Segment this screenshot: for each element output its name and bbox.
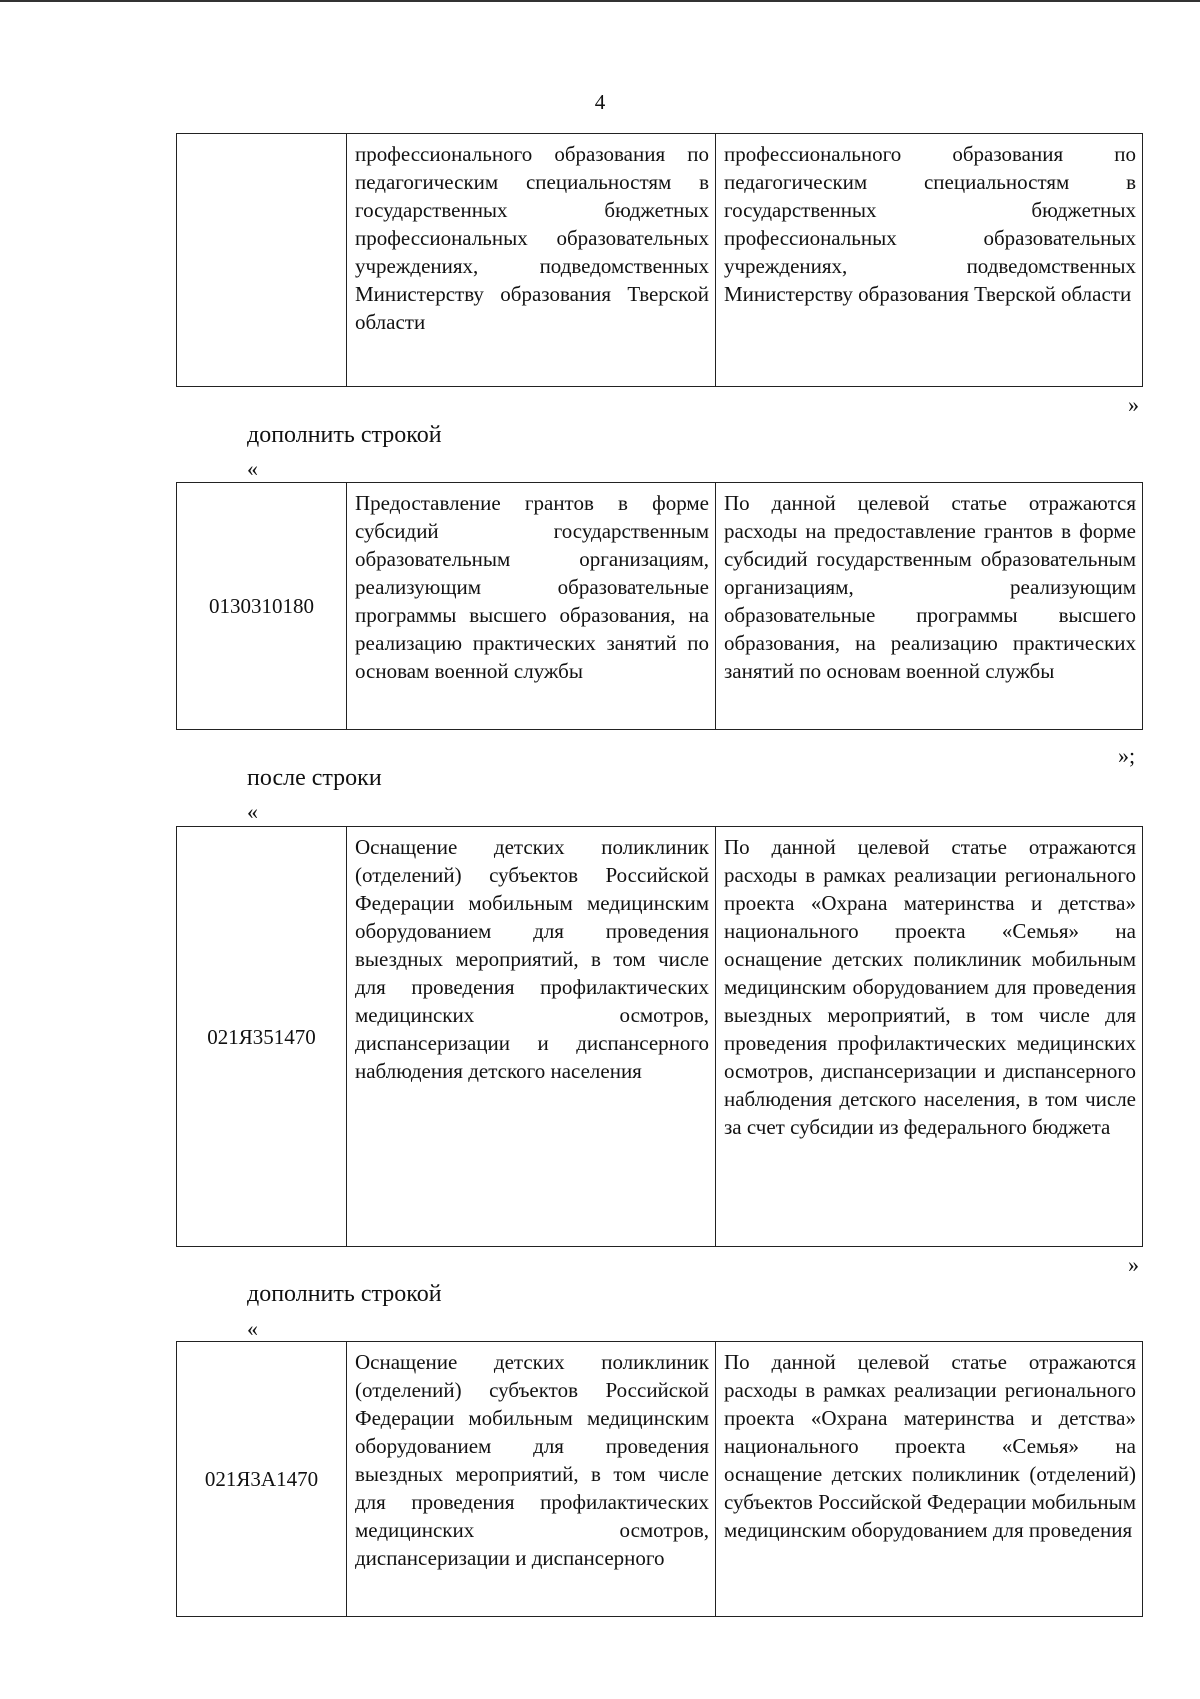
instruction-text: после строки xyxy=(247,765,382,791)
closing-quote: »; xyxy=(1118,743,1136,768)
name-cell: Предоставление грантов в форме субсидий государственным образовательным организациям, реализующим образовательные программы высшего образования, на реализацию практических занятий по основам военной службы xyxy=(347,483,716,730)
table-section-1 xyxy=(176,133,1143,387)
closing-quote: » xyxy=(1128,392,1139,417)
code-cell: 021Я3А1470 xyxy=(177,1342,347,1617)
opening-quote: « xyxy=(247,456,258,481)
table-section-3 xyxy=(176,826,1143,1247)
opening-quote: « xyxy=(247,1316,258,1341)
opening-quote: « xyxy=(247,799,258,824)
code-cell: 021Я351470 xyxy=(177,827,347,1247)
table-row xyxy=(177,483,1143,730)
table-section-2 xyxy=(176,482,1143,730)
description-cell: По данной целевой статье отражаются расходы на предоставление грантов в форме субсидий государственным образовательным организациям, реализующим образовательные программы высшего образования, на реализацию практических занятий по основам военной службы xyxy=(716,483,1143,730)
description-cell: профессионального образования по педагогическим специальностям в государственных бюджетных профессиональных образовательных учреждениях, подведомственных Министерству образования Тверской области xyxy=(716,134,1143,387)
table-row xyxy=(177,1342,1143,1617)
instruction-text: дополнить строкой xyxy=(247,422,442,448)
name-cell: Оснащение детских поликлиник (отделений) субъектов Российской Федерации мобильным медицинским оборудованием для проведения выездных мероприятий, в том числе для проведения профилактических медицинских осмотров, диспансеризации и диспансерного xyxy=(347,1342,716,1617)
name-cell: профессионального образования по педагогическим специальностям в государственных бюджетных профессиональных образовательных учреждениях, подведомственных Министерству образования Тверской области xyxy=(347,134,716,387)
table-row xyxy=(177,134,1143,387)
name-cell: Оснащение детских поликлиник (отделений) субъектов Российской Федерации мобильным медицинским оборудованием для проведения выездных мероприятий, в том числе для проведения профилактических медицинских осмотров, диспансеризации и диспансерного наблюдения детского населения xyxy=(347,827,716,1247)
page-number: 4 xyxy=(594,90,606,114)
table-row xyxy=(177,827,1143,1247)
table-section-4 xyxy=(176,1341,1143,1617)
description-cell: По данной целевой статье отражаются расходы в рамках реализации регионального проекта «Охрана материнства и детства» национального проекта «Семья» на оснащение детских поликлиник (отделений) субъектов Российской Федерации мобильным медицинским оборудованием для проведения xyxy=(716,1342,1143,1617)
closing-quote: » xyxy=(1128,1252,1139,1277)
code-cell: 0130310180 xyxy=(177,483,347,730)
instruction-text: дополнить строкой xyxy=(247,1281,442,1307)
code-cell xyxy=(177,134,347,387)
top-border xyxy=(0,0,1200,2)
description-cell: По данной целевой статье отражаются расходы в рамках реализации регионального проекта «Охрана материнства и детства» национального проекта «Семья» на оснащение детских поликлиник мобильным медицинским оборудованием для проведения выездных мероприятий, в том числе для проведения профилактических медицинских осмотров, диспансеризации и диспансерного наблюдения детского населения, в том числе за счет субсидии из федерального бюджета xyxy=(716,827,1143,1247)
